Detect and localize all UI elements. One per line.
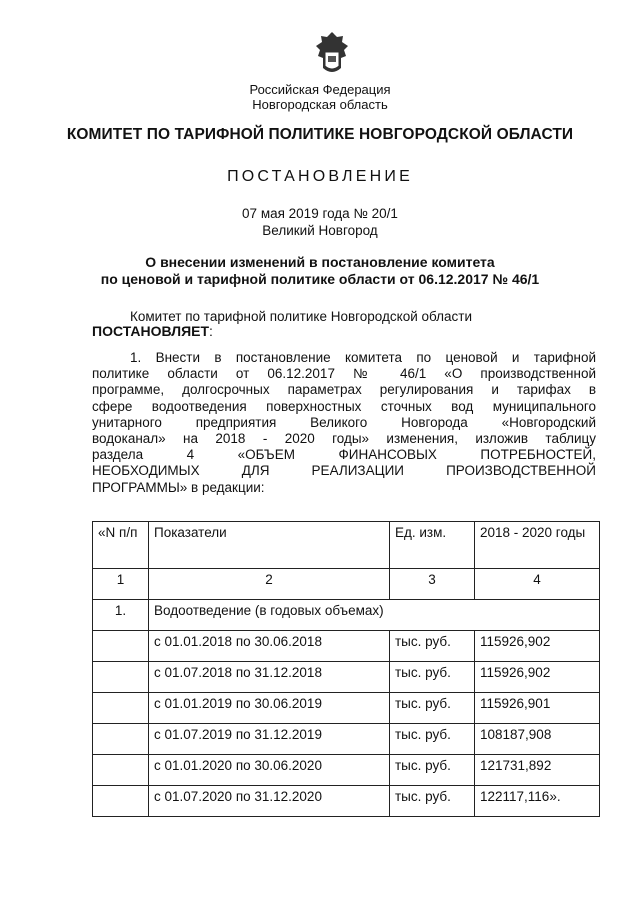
paragraph-line: сфере водоотведения поверхностных сточных вод муниципального xyxy=(92,398,596,414)
row-num-cell xyxy=(93,662,149,693)
subject-line-2: по ценовой и тарифной политике области от 06.12.2017 № 46/1 xyxy=(100,271,540,287)
row-num-cell xyxy=(93,724,149,755)
period-cell: с 01.01.2018 по 30.06.2018 xyxy=(149,631,390,662)
group-num-cell: 1. xyxy=(93,600,149,631)
table-row xyxy=(93,786,600,817)
resolution-paragraph xyxy=(92,350,596,496)
unit-cell: тыс. руб. xyxy=(390,693,475,724)
paragraph-line: 1. Внести в постановление комитета по ценовой и тарифной xyxy=(130,350,596,365)
paragraph-line: ПРОГРАММЫ» в редакции: xyxy=(92,479,265,495)
period-cell: с 01.01.2020 по 30.06.2020 xyxy=(149,755,390,786)
header-cell-years: 2018 - 2020 годы xyxy=(475,522,600,569)
paragraph-line: НЕОБХОДИМЫХ ДЛЯ РЕАЛИЗАЦИИ ПРОИЗВОДСТВЕННОЙ xyxy=(92,463,596,479)
table-row xyxy=(93,662,600,693)
numbering-cell: 1 xyxy=(93,569,149,600)
table-row xyxy=(93,724,600,755)
unit-cell: тыс. руб. xyxy=(390,724,475,755)
numbering-cell: 3 xyxy=(390,569,475,600)
coat-of-arms-emblem xyxy=(313,30,351,78)
row-num-cell xyxy=(93,693,149,724)
value-cell: 115926,902 xyxy=(475,662,600,693)
period-cell: с 01.07.2020 по 31.12.2020 xyxy=(149,786,390,817)
paragraph-line: раздела 4 «ОБЪЕМ ФИНАНСОВЫХ ПОТРЕБНОСТЕЙ, xyxy=(92,447,596,463)
document-type: ПОСТАНОВЛЕНИЕ xyxy=(227,168,413,185)
period-cell: с 01.07.2018 по 31.12.2018 xyxy=(149,662,390,693)
unit-cell: тыс. руб. xyxy=(390,631,475,662)
group-title-cell: Водоотведение (в годовых объемах) xyxy=(149,600,600,631)
committee-title: КОМИТЕТ ПО ТАРИФНОЙ ПОЛИТИКЕ НОВГОРОДСКОЙ ОБЛАСТИ xyxy=(66,126,574,143)
row-num-cell xyxy=(93,631,149,662)
paragraph-line: программе, долгосрочных параметрах регулирования и тарифах в xyxy=(92,382,596,398)
header-cell-num: «N п/п xyxy=(93,522,149,569)
unit-cell: тыс. руб. xyxy=(390,786,475,817)
row-num-cell xyxy=(93,786,149,817)
document-city: Великий Новгород xyxy=(262,223,378,238)
unit-cell: тыс. руб. xyxy=(390,755,475,786)
value-cell: 122117,116». xyxy=(475,786,600,817)
resolves-text xyxy=(92,323,213,339)
unit-cell: тыс. руб. xyxy=(390,662,475,693)
resolves-colon: : xyxy=(209,323,213,339)
table-row xyxy=(93,755,600,786)
period-cell: с 01.01.2019 по 30.06.2019 xyxy=(149,693,390,724)
document-date-number: 07 мая 2019 года № 20/1 xyxy=(242,206,398,221)
financial-needs-table xyxy=(92,521,600,817)
table-group-row xyxy=(93,600,600,631)
value-cell: 115926,901 xyxy=(475,693,600,724)
table-row xyxy=(93,693,600,724)
numbering-cell: 4 xyxy=(475,569,600,600)
paragraph-line: унитарного предприятия Великого Новгорода «Новгородский xyxy=(92,414,596,430)
paragraph-line: водоканал» на 2018 - 2020 годы» изменения, изложив таблицу xyxy=(92,431,596,447)
resolves-word: ПОСТАНОВЛЯЕТ xyxy=(92,323,210,339)
period-cell: с 01.07.2019 по 31.12.2019 xyxy=(149,724,390,755)
subject-line-1: О внесении изменений в постановление комитета xyxy=(145,254,495,270)
header-cell-unit: Ед. изм. xyxy=(390,522,475,569)
value-cell: 121731,892 xyxy=(475,755,600,786)
header-cell-indicators: Показатели xyxy=(149,522,390,569)
row-num-cell xyxy=(93,755,149,786)
table-numbering-row xyxy=(93,569,600,600)
intro-text: Комитет по тарифной политике Новгородской области xyxy=(130,309,472,324)
country-name: Российская Федерация xyxy=(249,82,391,97)
paragraph-line: политике области от 06.12.2017 № 46/1 «О производственной xyxy=(92,366,596,382)
value-cell: 115926,902 xyxy=(475,631,600,662)
numbering-cell: 2 xyxy=(149,569,390,600)
table-row xyxy=(93,631,600,662)
region-name: Новгородская область xyxy=(252,97,388,112)
table-header-row xyxy=(93,522,600,569)
value-cell: 108187,908 xyxy=(475,724,600,755)
